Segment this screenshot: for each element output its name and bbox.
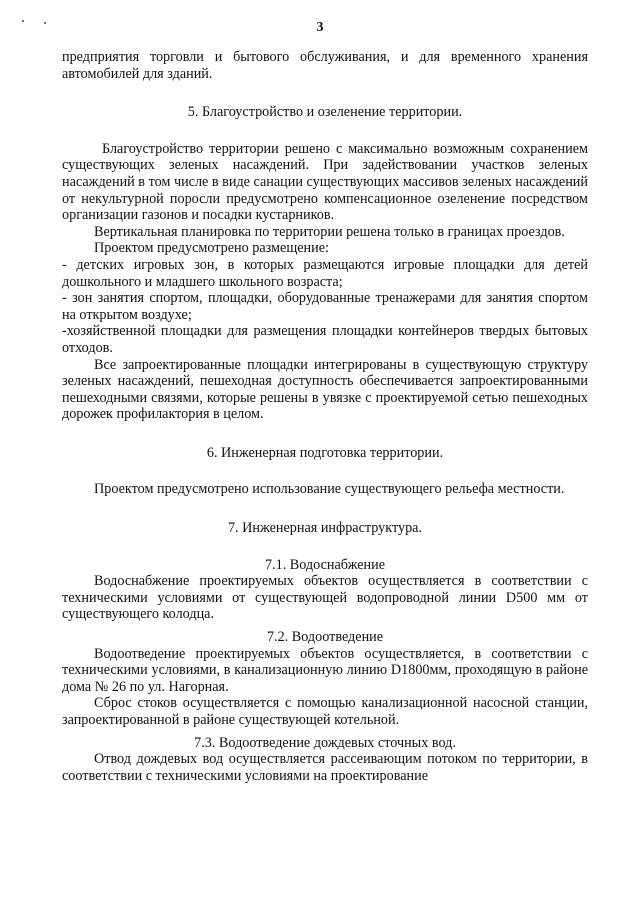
section-5-bullet-1: - детских игровых зон, в которых размещаются игровые площадки для детей дошкольного и младшего школьного возраста; (62, 256, 588, 290)
section-5-heading: 5. Благоустройство и озеленение территории. (187, 104, 463, 121)
document-body (62, 49, 588, 784)
section-7-1-paragraph: Водоснабжение проектируемых объектов осуществляется в соответствии с техническими условиями от существующей водопроводной линии D500 мм от существующего колодца. (62, 573, 588, 623)
section-7-1-heading: 7.1. Водоснабжение (264, 556, 386, 573)
section-7-3-paragraph: Отвод дождевых вод осуществляется рассеивающим потоком по территории, в соответствии с техническими условиями на проектирование (62, 751, 588, 784)
section-5-paragraph-1: Благоустройство территории решено с максимально возможным сохранением существующих зеленых насаждений. При задействовании участков зеленых насаждений в том числе в виде санации существующих массивов зеленых насаждений от некультурной поросли предусмотрено компенсационное озеленение посредством организации газонов и посадки кустарников. (62, 140, 588, 224)
section-5-bullet-3: -хозяйственной площадки для размещения площадки контейнеров твердых бытовых отходов. (62, 323, 588, 356)
section-7-2-paragraph-2: Сброс стоков осуществляется с помощью канализационной насосной станции, запроектированной в районе существующей котельной. (62, 695, 588, 728)
section-7-2-heading: 7.2. Водоотведение (266, 629, 384, 646)
section-6-paragraph-1: Проектом предусмотрено использование существующего рельефа местности. (94, 481, 565, 498)
section-5-paragraph-4: Все запроектированные площадки интегрированы в существующую структуру зеленых насаждений, пешеходная доступность обеспечивается запроектированными пешеходными связями, которые решены в увязке с проектируемой сетью пешеходных дорожек профилактория в целом. (62, 356, 588, 423)
page-number: 3 (316, 20, 324, 35)
section-5-paragraph-3: Проектом предусмотрено размещение: (94, 240, 329, 257)
section-7-heading: 7. Инженерная инфраструктура. (227, 520, 423, 537)
section-6-heading: 6. Инженерная подготовка территории. (206, 444, 444, 461)
section-7-3-heading: 7.3. Водоотведение дождевых сточных вод. (194, 734, 456, 751)
section-5-bullet-2: - зон занятия спортом, площадки, оборудованные тренажерами для занятия спортом на открытом воздухе; (62, 290, 588, 323)
section-7-2-paragraph-1: Водоотведение проектируемых объектов осуществляется, в соответствии с техническими условиями, в канализационную линию D1800мм, проходящую в районе дома № 26 по ул. Нагорная. (62, 645, 588, 695)
intro-paragraph: предприятия торговли и бытового обслуживания, и для временного хранения автомобилей для зданий. (62, 49, 588, 82)
section-5-paragraph-2: Вертикальная планировка по территории решена только в границах проездов. (94, 223, 565, 240)
